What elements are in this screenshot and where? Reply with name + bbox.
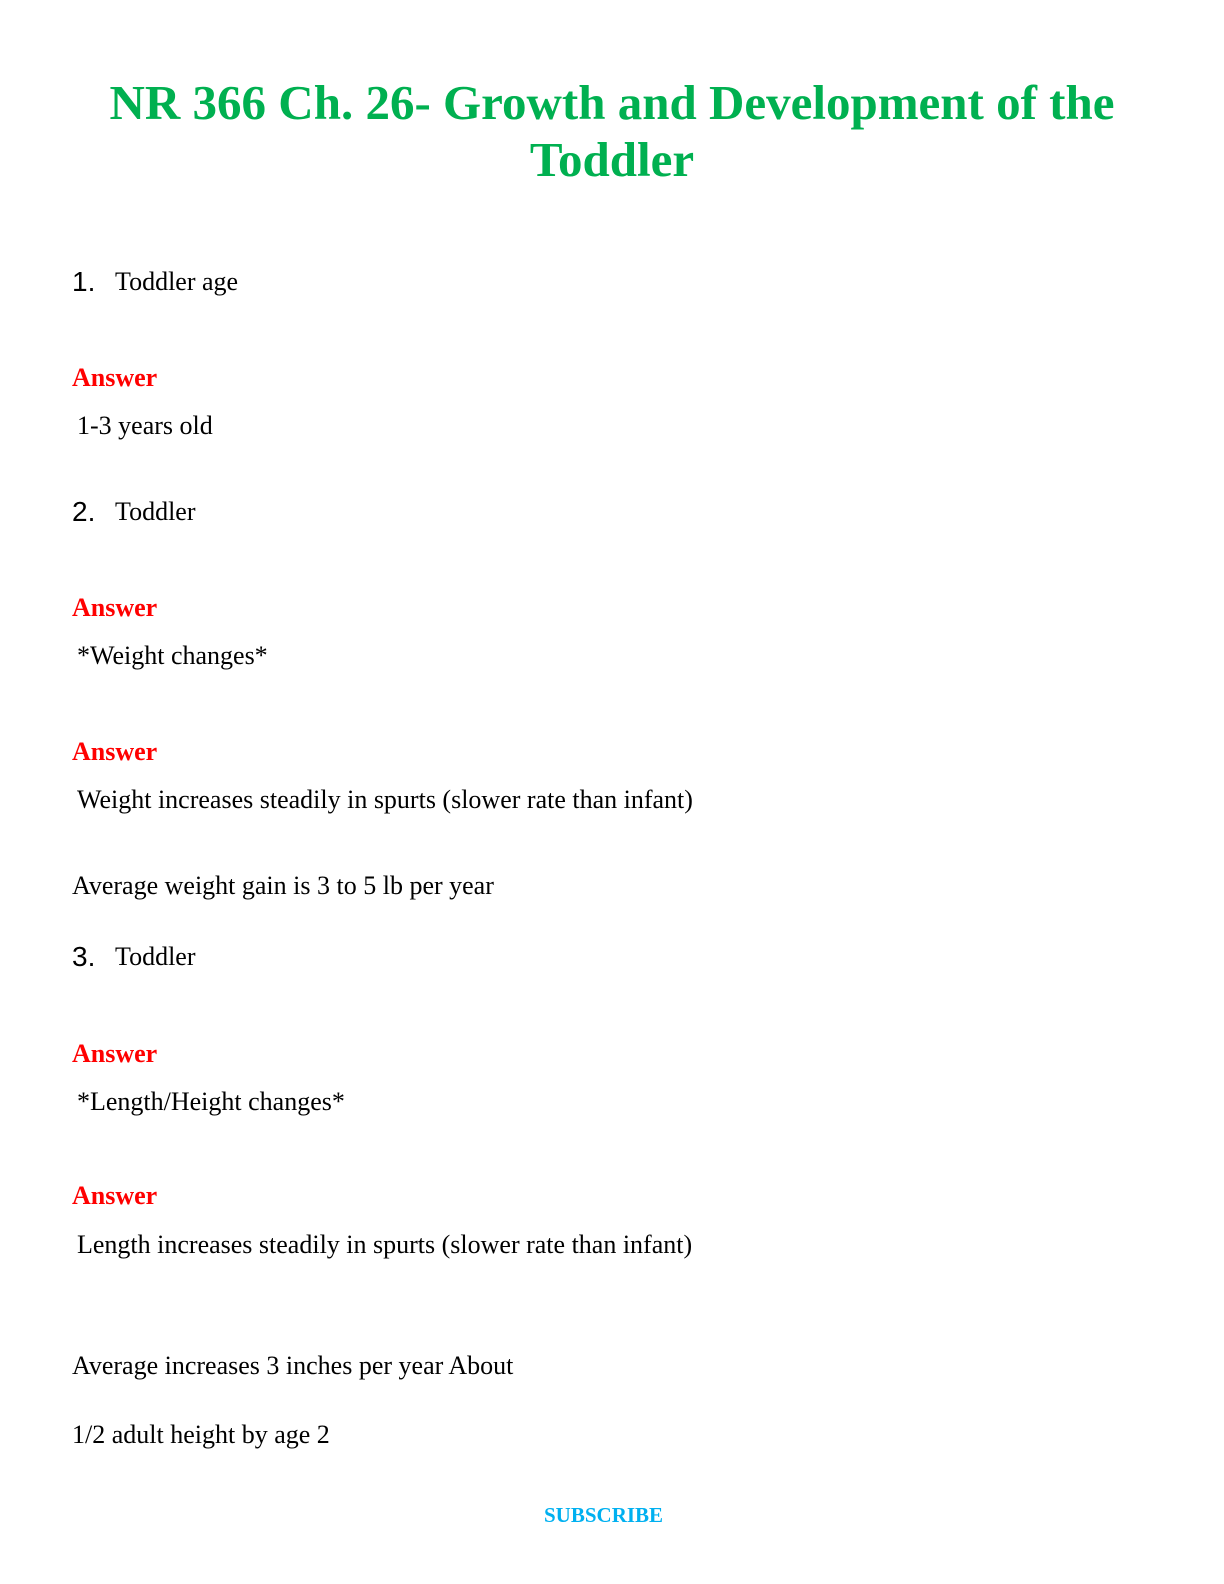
question-2-answer-1: *Weight changes* <box>77 641 268 670</box>
question-3-number: 3. <box>72 941 96 972</box>
question-2-number: 2. <box>72 496 96 527</box>
question-1-number: 1. <box>72 266 96 297</box>
page-title <box>0 74 1224 188</box>
question-1-text: Toddler age <box>115 267 239 296</box>
question-1-answer-1: 1-3 years old <box>77 411 213 440</box>
question-2-note-1: Average weight gain is 3 to 5 lb per year <box>72 871 494 900</box>
question-2-answer-label-2: Answer <box>72 737 158 766</box>
question-3-text: Toddler <box>115 942 196 971</box>
question-3-answer-2: Length increases steadily in spurts (slower rate than infant) <box>77 1230 693 1259</box>
question-3-answer-label-2: Answer <box>72 1181 158 1210</box>
question-3-answer-1: *Length/Height changes* <box>77 1087 345 1116</box>
question-3-answer-label-1: Answer <box>72 1039 158 1068</box>
question-2-text: Toddler <box>115 497 196 526</box>
question-2-answer-label-1: Answer <box>72 593 158 622</box>
question-2-answer-2: Weight increases steadily in spurts (slower rate than infant) <box>77 785 693 814</box>
page-title-line-1: NR 366 Ch. 26- Growth and Development of the <box>109 75 1115 130</box>
page-title-line-2: Toddler <box>529 132 695 187</box>
question-1-answer-label: Answer <box>72 363 158 392</box>
question-3-note-1: Average increases 3 inches per year About <box>72 1351 514 1380</box>
question-3-note-2: 1/2 adult height by age 2 <box>72 1420 330 1449</box>
subscribe-link[interactable]: SUBSCRIBE <box>544 1503 664 1527</box>
